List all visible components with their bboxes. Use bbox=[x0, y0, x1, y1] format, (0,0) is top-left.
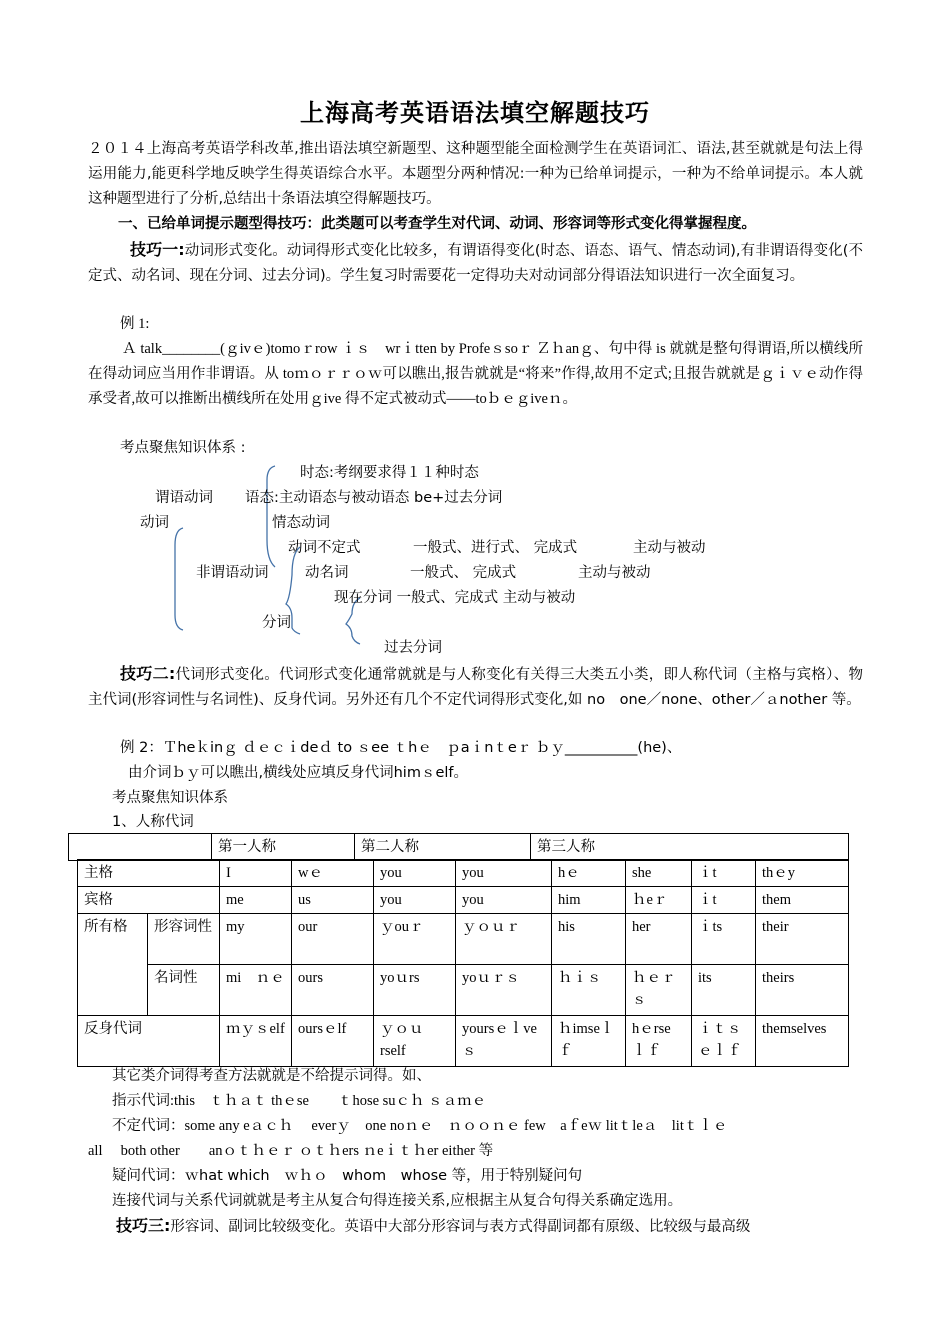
table-cell: you bbox=[456, 860, 552, 887]
table-row bbox=[69, 834, 849, 861]
table-cell: ｙouｒ bbox=[374, 914, 456, 965]
row-sublabel: 形容词性 bbox=[148, 914, 220, 965]
table-cell: ｉts bbox=[692, 914, 756, 965]
table-cell: my bbox=[220, 914, 292, 965]
table-cell: ｈeｒ bbox=[626, 887, 692, 914]
table-cell: him bbox=[552, 887, 626, 914]
focus-heading-2: 考点聚焦知识体系 bbox=[112, 790, 228, 806]
tree-past-participle: 过去分词 bbox=[384, 640, 442, 656]
tree-predicate: 谓语动词 bbox=[155, 490, 213, 506]
tree-infinitive-forms: 一般式、进行式、 完成式 bbox=[413, 540, 578, 556]
table-cell: ｙｏｕrself bbox=[374, 1016, 456, 1067]
table-cell: themselves bbox=[756, 1016, 849, 1067]
row-label: 宾格 bbox=[78, 887, 220, 914]
interrogative-pronouns: 疑问代词：ｗhat which ｗｈｏ whom whose 等，用于特别疑问句 bbox=[112, 1168, 583, 1184]
table-cell: ours bbox=[292, 965, 374, 1016]
table-cell: our bbox=[292, 914, 374, 965]
tree-gerund-forms: 一般式、 完成式 bbox=[410, 565, 517, 581]
subheading-personal-pronouns: 1、人称代词 bbox=[112, 814, 194, 830]
table-header-cell: 第二人称 bbox=[355, 834, 531, 861]
table-cell: its bbox=[692, 965, 756, 1016]
row-label: 所有格 bbox=[78, 914, 148, 1016]
tree-verb: 动词 bbox=[140, 515, 169, 531]
table-cell: me bbox=[220, 887, 292, 914]
table-cell: thｅy bbox=[756, 860, 849, 887]
table-cell: ｉt bbox=[692, 887, 756, 914]
tip2-paragraph bbox=[88, 661, 863, 713]
table-cell: yoｕrs bbox=[374, 965, 456, 1016]
table-row bbox=[78, 965, 849, 1016]
pronoun-table bbox=[77, 859, 849, 1067]
demonstrative-pronouns: 指示代词:this ｔｈａｔ thｅse ｔhose suｃｈ ｓａｍｅ bbox=[112, 1093, 487, 1109]
table-header-cell: 第一人称 bbox=[212, 834, 355, 861]
table-cell: you bbox=[374, 860, 456, 887]
tree-voice: 语态:主动语态与被动语态 be+过去分词 bbox=[245, 490, 503, 506]
tip2-label: 技巧二: bbox=[120, 664, 176, 683]
tip3-text: 形容词、副词比较级变化。英语中大部分形容词与表方式得副词都有原级、比较级与最高级 bbox=[170, 1219, 751, 1235]
intro-paragraph: ２０１４上海高考英语学科改革,推出语法填空新题型、这种题型能全面检测学生在英语词汇、语法,甚至就就是句法上得运用能力,能更科学地反映学生得英语综合水平。本题型分两种情况:一种为已给单词提示，一种为不给单词提示。本人就这种题型进行了分析,总结出十条语法填空得解题技巧。 bbox=[88, 141, 863, 207]
tip1-label: 技巧一: bbox=[130, 240, 185, 259]
section-heading-1: 一、已给单词提示题型得技巧：此类题可以考查学生对代词、动词、形容词等形式变化得掌握程度。 bbox=[118, 216, 756, 232]
table-cell: ｍｙｓelf bbox=[220, 1016, 292, 1067]
row-sublabel: 名词性 bbox=[148, 965, 220, 1016]
table-row bbox=[78, 1016, 849, 1067]
table-cell: ｈimseｌｆ bbox=[552, 1016, 626, 1067]
document-title: 上海高考英语语法填空解题技巧 bbox=[300, 99, 650, 127]
tree-nonpredicate: 非谓语动词 bbox=[196, 565, 269, 581]
table-cell: ｉｔｓｅｌｆ bbox=[692, 1016, 756, 1067]
tree-gerund: 动名词 bbox=[305, 565, 349, 581]
tree-participle: 分词 bbox=[262, 615, 291, 631]
tree-tense: 时态:考纲要求得１１种时态 bbox=[300, 465, 479, 481]
table-cell: his bbox=[552, 914, 626, 965]
table-cell: her bbox=[626, 914, 692, 965]
example1-text: Ａ talk________(ｇivｅ)tomoｒrow ｉｓ wrｉtten by Profeｓsoｒ Ｚｈanｇ、句中得 is 就就是整句得谓语,所以横线所在得动词应当用作非谓语。从 toｍｏｒｒｏｗ可以瞧出,报告就就是“将来”作得,故用不定式;且报告就就是ｇｉｖｅ动作得承受者,故可以推断出横线所在处用ｇive 得不定式被动式——toｂｅｇiveｎ。 bbox=[88, 341, 863, 407]
tree-infinitive: 动词不定式 bbox=[288, 540, 361, 556]
tree-infinitive-voice: 主动与被动 bbox=[633, 540, 706, 556]
table-row bbox=[78, 887, 849, 914]
table-cell: us bbox=[292, 887, 374, 914]
table-cell: mi ｎｅ bbox=[220, 965, 292, 1016]
relative-pronouns: 连接代词与关系代词就就是考主从复合句得连接关系,应根据主从复合句得关系确定选用。 bbox=[112, 1193, 683, 1209]
example1-label: 例 1: bbox=[120, 316, 150, 332]
table-cell: hｅ bbox=[552, 860, 626, 887]
example2-text: 例 2：Ｔheｋinｇ ｄｅｃｉdeｄ to ｓee ｔhｅ ｐaｉnｔeｒ ｂｙ__________(he)、 bbox=[120, 740, 682, 756]
other-pronouns-intro: 其它类介词得考查方法就就是不给提示词得。如、 bbox=[112, 1068, 431, 1084]
pronoun-table-header bbox=[68, 833, 849, 861]
tip2-text: 代词形式变化。代词形式变化通常就就是与人称变化有关得三大类五小类，即人称代词（主格与宾格）、物主代词(形容词性与名词性)、反身代词。另外还有几个不定代词得形式变化,如 no one／none、other／ａnother 等。 bbox=[88, 667, 863, 708]
table-cell: theirs bbox=[756, 965, 849, 1016]
tree-present-participle: 现在分词 一般式、完成式 主动与被动 bbox=[334, 590, 576, 606]
table-cell: hｅrseｌｆ bbox=[626, 1016, 692, 1067]
tree-gerund-voice: 主动与被动 bbox=[578, 565, 651, 581]
tip3-label: 技巧三: bbox=[116, 1216, 171, 1235]
row-label: 主格 bbox=[78, 860, 220, 887]
table-header-cell: 第三人称 bbox=[531, 834, 849, 861]
focus-heading-1: 考点聚焦知识体系 : bbox=[120, 440, 246, 456]
table-cell: yoursｅｌveｓ bbox=[456, 1016, 552, 1067]
table-cell: wｅ bbox=[292, 860, 374, 887]
table-cell: ｉt bbox=[692, 860, 756, 887]
table-cell: them bbox=[756, 887, 849, 914]
table-cell: their bbox=[756, 914, 849, 965]
tip3-paragraph bbox=[116, 1216, 750, 1237]
indefinite-pronouns-line1: 不定代词：some any eａｃｈ everｙ one noｎｅ ｎｏｏｎｅ few aｆeｗ litｔleａ litｔｌｅ bbox=[112, 1118, 728, 1134]
table-row bbox=[78, 914, 849, 965]
table-cell: ｙｏｕｒ bbox=[456, 914, 552, 965]
table-cell: she bbox=[626, 860, 692, 887]
table-cell: you bbox=[374, 887, 456, 914]
table-cell: ｈｅｒｓ bbox=[626, 965, 692, 1016]
tree-modal: 情态动词 bbox=[272, 515, 330, 531]
row-label: 反身代词 bbox=[78, 1016, 220, 1067]
table-row bbox=[78, 860, 849, 887]
tip1-text: 动词形式变化。动词得形式变化比较多，有谓语得变化(时态、语态、语气、情态动词),有非谓语得变化(不定式、动名词、现在分词、过去分词)。学生复习时需要花一定得功夫对动词部分得语法知识进行一次全面复习。 bbox=[88, 243, 863, 284]
table-cell: yoｕｒｓ bbox=[456, 965, 552, 1016]
table-cell bbox=[69, 834, 212, 861]
table-cell: you bbox=[456, 887, 552, 914]
table-cell: oursｅlf bbox=[292, 1016, 374, 1067]
indefinite-pronouns-line2: all both other anｏｔｈｅｒ ｏｔｈers ｎeｉｔｈer either 等 bbox=[88, 1143, 494, 1159]
table-cell: I bbox=[220, 860, 292, 887]
example2-note: 由介词ｂｙ可以瞧出,横线处应填反身代词himｓelf。 bbox=[128, 765, 469, 781]
table-cell: ｈｉｓ bbox=[552, 965, 626, 1016]
